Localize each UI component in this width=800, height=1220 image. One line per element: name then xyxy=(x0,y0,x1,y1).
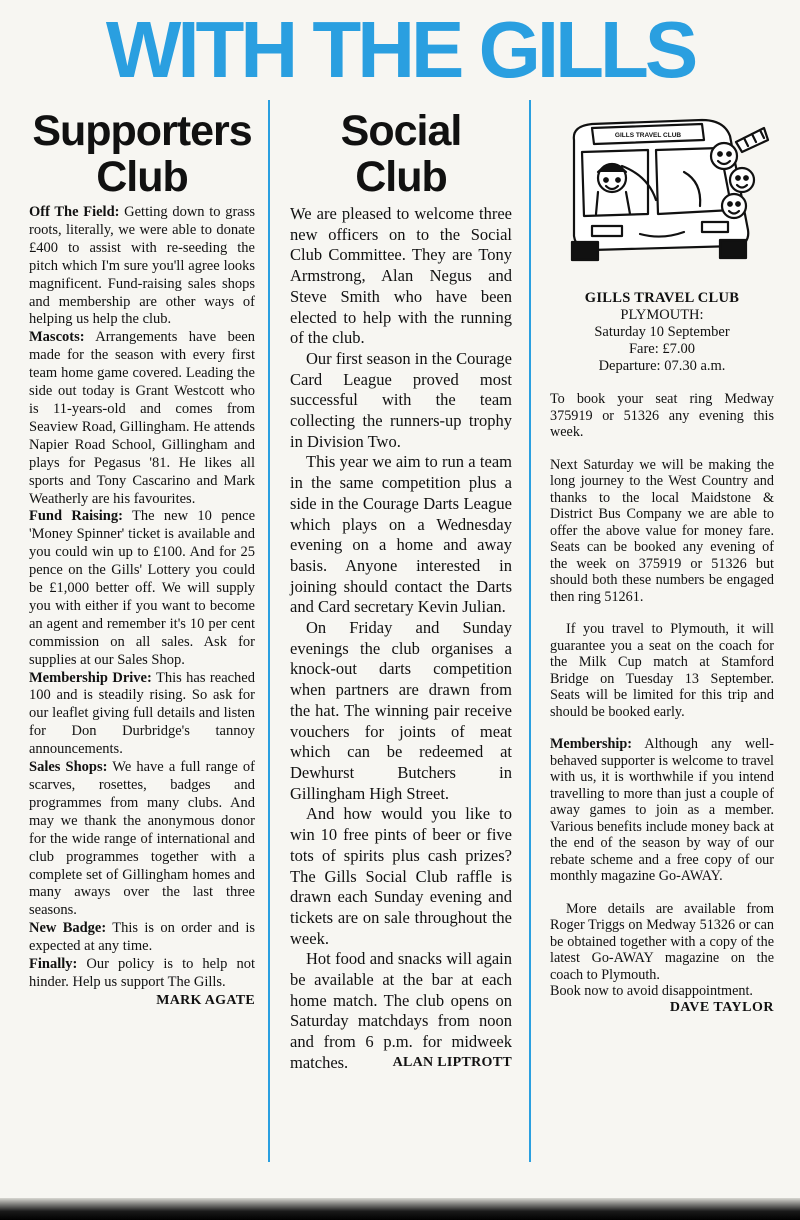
paragraph: And how would you like to win 10 free pints of beer or five tots of spirits plus cash prizes? The Gills Social Club raffle is drawn each Sunday evening and tickets are on sale throughout the week. xyxy=(290,804,512,948)
travel-date: Saturday 10 September xyxy=(594,324,730,340)
paragraph: Sales Shops: We have a full range of scarves, rosettes, badges and programmes from many clubs. And may we thank the anonymous donor for the wide range of international and club programmes together with a complete set of Gillingham homes and many aways over the last three seasons. xyxy=(29,759,256,919)
travel-club-title: GILLS TRAVEL CLUB xyxy=(584,290,740,306)
paragraph: More details are available from Roger Triggs on Medway 51326 or can be obtained together with a copy of the latest Go-AWAY magazine on the coach to Plymouth. xyxy=(550,900,774,983)
travel-details xyxy=(550,290,774,375)
paragraph: Next Saturday we will be making the long journey to the West Country and thanks to the local Maidstone & District Bus Company we are able to offer the above value for money fare. Seats can be booked any evening of the week on 375919 or 51326 but should both these numbers be engaged then ring 51261. xyxy=(550,456,774,605)
paragraph: Book now to avoid disappointment. xyxy=(550,983,753,999)
travel-club-body xyxy=(550,391,774,1016)
paragraph: Membership Drive: This has reached 100 and is steadily rising. So ask for our leaflet giving full details and listen for Don Durbridge's tannoy announcements. xyxy=(29,669,255,758)
paragraph: Membership: Although any well-behaved supporter is welcome to travel with us, it is worthwhile if you intend travelling to more than just a couple of away games to join as a member. Various benefits include money back at the end of the season by way of our rebate scheme and a free copy of our monthly magazine Go-AWAY. xyxy=(550,736,774,884)
social-club-body xyxy=(290,204,512,1074)
supporters-club-heading: Supporters Club xyxy=(32,107,252,201)
supporters-club-body xyxy=(29,204,256,1008)
author-signature: MARK AGATE xyxy=(156,992,255,1008)
social-club-column xyxy=(290,104,512,1074)
travel-fare: Fare: £7.00 xyxy=(628,341,696,357)
paragraph: This year we aim to run a team in the same competition plus a side in the Courage Darts League which plays on a Wednesday evening on a home and away basis. Anyone interested in joining should contact the Darts and Card secretary Kevin Julian. xyxy=(290,452,512,617)
page-bottom-edge xyxy=(0,1198,800,1220)
social-club-heading: Social Club xyxy=(340,107,462,201)
masthead-title: WITH THE GILLS xyxy=(105,5,695,94)
column-divider xyxy=(529,100,531,1162)
paragraph: Off The Field: Getting down to grass roots, literally, we were able to donate £400 to assist with re-seeding the pitch which I'm sure you'll agree looks magnificent. Fund-raising sales shops and membership are other ways of helping us help the club. xyxy=(29,204,256,328)
paragraph: Fund Raising: The new 10 pence 'Money Spinner' ticket is available and you could win up to £100. And for 25 pence on the Gills' Lottery you could be £1,000 better off. We will supply you with either if you want to become an agent and remember it's 10 per cent commission on all sales. Ask for supplies at our Sales Shop. xyxy=(29,508,255,668)
bus-sign-text: GILLS TRAVEL CLUB xyxy=(614,132,682,139)
travel-departure: Departure: 07.30 a.m. xyxy=(598,358,726,374)
author-signature: ALAN LIPTROTT xyxy=(392,1054,512,1070)
paragraph: Our first season in the Courage Card League proved most successful with the team collecting the runners-up trophy in Division Two. xyxy=(290,348,512,451)
paragraph: Hot food and snacks will again be available at the bar at each home match. The club opens on Saturday matchdays from noon and from 6 p.m. for midweek matches. ALAN LIPTROTT xyxy=(290,949,512,1072)
column-divider xyxy=(268,100,270,1162)
travel-club-column xyxy=(550,104,774,1016)
paragraph: If you travel to Plymouth, it will guarantee you a seat on the coach for the Milk Cup match at Stamford Bridge on Tuesday 13 September. Seats will be limited for this trip and should be booked early. xyxy=(550,621,774,720)
paragraph: We are pleased to welcome three new officers on to the Social Club Committee. They are Tony Armstrong, Alan Negus and Steve Smith who have been elected to help with the running of the club. xyxy=(290,204,512,348)
paragraph: On Friday and Sunday evenings the club organises a knock-out darts competition when partners are drawn from the hat. The winning pair receive vouchers for joints of meat which can be redeemed at Dewhurst Butchers in Gillingham High Street. xyxy=(290,618,512,803)
supporters-club-column xyxy=(29,104,255,1010)
paragraph: To book your seat ring Medway 375919 or 51326 any evening this week. xyxy=(550,391,774,440)
paragraph: New Badge: This is on order and is expected at any time. xyxy=(29,920,255,955)
cartoon-bus-icon xyxy=(552,110,772,270)
author-signature: DAVE TAYLOR xyxy=(669,999,774,1015)
paragraph: Finally: Our policy is to help not hinder. Help us support The Gills. MARK AGATE xyxy=(29,956,255,1008)
paragraph: Mascots: Arrangements have been made for the season with every first team home game covered. Leading the side out today is Grant Westcott who is 11-years-old and comes from Seaview Road, Gillingham. He attends Napier Road School, Gillingham and plays for Pegasus '81. He likes all sports and Tony Cascarino and Mark Weatherly are his favourites. xyxy=(29,329,255,507)
travel-destination: PLYMOUTH: xyxy=(620,307,704,323)
